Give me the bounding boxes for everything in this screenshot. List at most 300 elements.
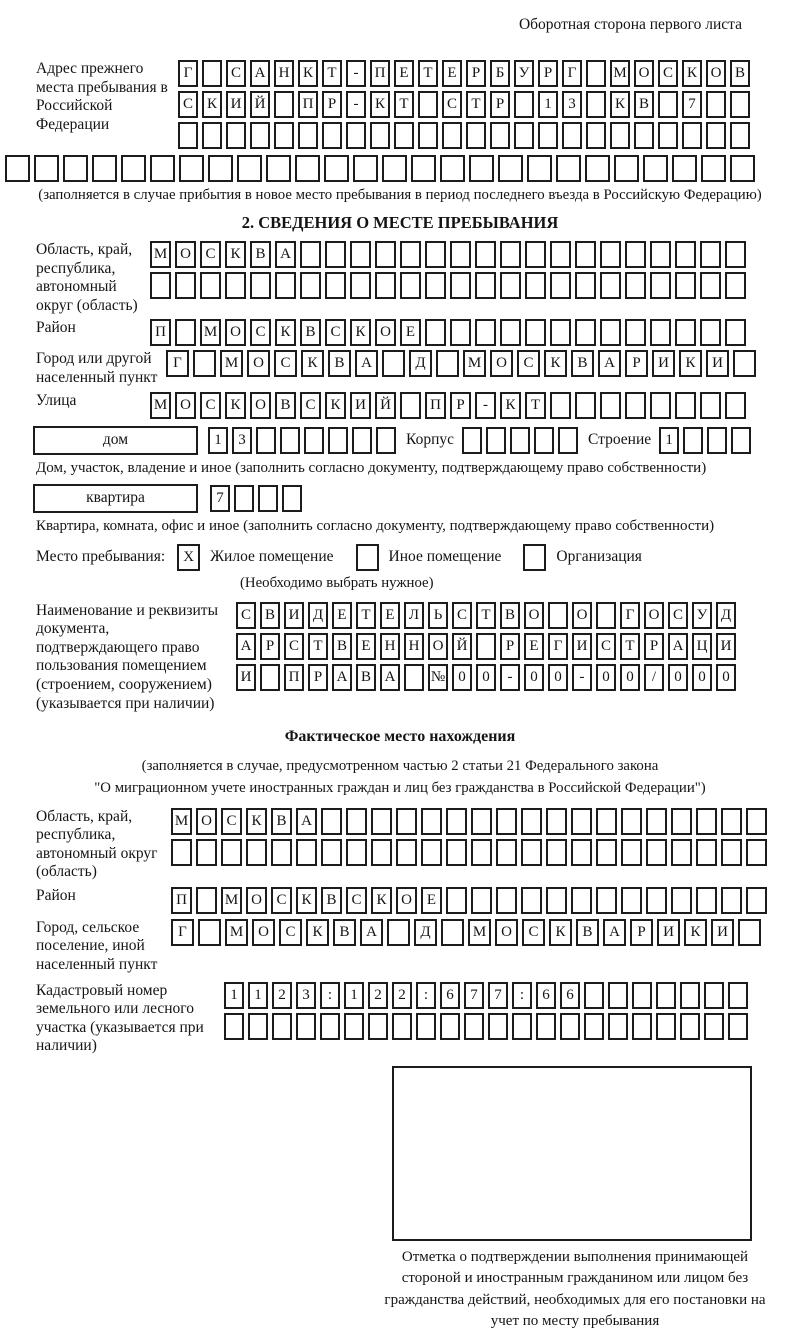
char-cell[interactable] <box>200 272 221 299</box>
char-cell[interactable]: М <box>610 60 630 87</box>
char-cell[interactable] <box>721 839 742 866</box>
char-cell[interactable]: Н <box>274 60 294 87</box>
char-cell[interactable] <box>193 350 216 377</box>
char-cell[interactable]: И <box>706 350 729 377</box>
char-cell[interactable]: И <box>350 392 371 419</box>
char-cell[interactable]: Ц <box>692 633 712 660</box>
char-cell[interactable]: Т <box>620 633 640 660</box>
char-cell[interactable] <box>421 808 442 835</box>
char-cell[interactable] <box>418 91 438 118</box>
char-cell[interactable] <box>600 392 621 419</box>
char-cell[interactable]: Т <box>322 60 342 87</box>
char-cell[interactable] <box>596 602 616 629</box>
char-cell[interactable] <box>608 1013 628 1040</box>
char-cell[interactable] <box>707 427 727 454</box>
char-cell[interactable] <box>700 392 721 419</box>
char-cell[interactable] <box>208 155 233 182</box>
char-cell[interactable] <box>325 272 346 299</box>
char-cell[interactable] <box>498 155 523 182</box>
char-cell[interactable]: Д <box>308 602 328 629</box>
char-cell[interactable]: Т <box>418 60 438 87</box>
char-cell[interactable]: А <box>598 350 621 377</box>
char-cell[interactable] <box>643 155 668 182</box>
char-cell[interactable] <box>280 427 300 454</box>
char-cell[interactable] <box>696 839 717 866</box>
char-cell[interactable] <box>525 319 546 346</box>
char-cell[interactable] <box>550 272 571 299</box>
char-cell[interactable]: М <box>225 919 248 946</box>
char-cell[interactable] <box>680 982 700 1009</box>
char-cell[interactable] <box>671 808 692 835</box>
char-cell[interactable] <box>400 241 421 268</box>
char-cell[interactable]: 6 <box>536 982 556 1009</box>
char-cell[interactable] <box>469 155 494 182</box>
char-cell[interactable] <box>680 1013 700 1040</box>
char-cell[interactable] <box>418 122 438 149</box>
char-cell[interactable]: Т <box>476 602 496 629</box>
char-cell[interactable]: С <box>200 241 221 268</box>
char-cell[interactable]: О <box>572 602 592 629</box>
char-cell[interactable]: И <box>711 919 734 946</box>
char-cell[interactable] <box>546 839 567 866</box>
char-cell[interactable] <box>650 392 671 419</box>
char-cell[interactable] <box>728 1013 748 1040</box>
char-cell[interactable] <box>282 485 302 512</box>
char-cell[interactable]: С <box>442 91 462 118</box>
char-cell[interactable] <box>171 839 192 866</box>
char-cell[interactable]: А <box>380 664 400 691</box>
char-cell[interactable] <box>296 839 317 866</box>
char-cell[interactable] <box>396 839 417 866</box>
char-cell[interactable]: 0 <box>716 664 736 691</box>
char-cell[interactable] <box>274 122 294 149</box>
char-cell[interactable]: В <box>332 633 352 660</box>
char-cell[interactable]: И <box>226 91 246 118</box>
char-cell[interactable]: К <box>370 91 390 118</box>
char-cell[interactable]: Ь <box>428 602 448 629</box>
char-cell[interactable] <box>226 122 246 149</box>
char-cell[interactable] <box>571 887 592 914</box>
char-cell[interactable] <box>260 664 280 691</box>
char-cell[interactable]: Г <box>620 602 640 629</box>
char-cell[interactable] <box>442 122 462 149</box>
char-cell[interactable]: Т <box>308 633 328 660</box>
char-cell[interactable] <box>490 122 510 149</box>
char-cell[interactable]: С <box>346 887 367 914</box>
char-cell[interactable]: С <box>236 602 256 629</box>
char-cell[interactable] <box>656 982 676 1009</box>
char-cell[interactable]: О <box>490 350 513 377</box>
char-cell[interactable] <box>370 122 390 149</box>
char-cell[interactable]: В <box>571 350 594 377</box>
char-cell[interactable] <box>237 155 262 182</box>
char-cell[interactable]: С <box>271 887 292 914</box>
char-cell[interactable] <box>575 392 596 419</box>
char-cell[interactable] <box>353 155 378 182</box>
char-cell[interactable] <box>646 887 667 914</box>
char-cell[interactable] <box>496 839 517 866</box>
char-cell[interactable]: Р <box>644 633 664 660</box>
char-cell[interactable] <box>621 839 642 866</box>
char-cell[interactable]: И <box>716 633 736 660</box>
char-cell[interactable] <box>5 155 30 182</box>
char-cell[interactable] <box>560 1013 580 1040</box>
char-cell[interactable]: П <box>425 392 446 419</box>
char-cell[interactable] <box>441 919 464 946</box>
char-cell[interactable] <box>275 272 296 299</box>
char-cell[interactable] <box>521 839 542 866</box>
char-cell[interactable]: М <box>171 808 192 835</box>
char-cell[interactable] <box>175 319 196 346</box>
char-cell[interactable]: В <box>300 319 321 346</box>
char-cell[interactable] <box>321 839 342 866</box>
char-cell[interactable] <box>725 241 746 268</box>
char-cell[interactable]: С <box>658 60 678 87</box>
char-cell[interactable]: 7 <box>682 91 702 118</box>
char-cell[interactable] <box>411 155 436 182</box>
char-cell[interactable] <box>234 485 254 512</box>
char-cell[interactable] <box>175 272 196 299</box>
char-cell[interactable] <box>696 808 717 835</box>
char-cell[interactable]: О <box>175 241 196 268</box>
char-cell[interactable]: : <box>512 982 532 1009</box>
char-cell[interactable] <box>706 91 726 118</box>
char-cell[interactable] <box>521 808 542 835</box>
char-cell[interactable] <box>450 319 471 346</box>
char-cell[interactable] <box>646 808 667 835</box>
char-cell[interactable] <box>546 887 567 914</box>
char-cell[interactable] <box>646 839 667 866</box>
char-cell[interactable]: 3 <box>562 91 582 118</box>
char-cell[interactable] <box>450 272 471 299</box>
char-cell[interactable] <box>682 122 702 149</box>
char-cell[interactable] <box>600 272 621 299</box>
char-cell[interactable] <box>346 839 367 866</box>
char-cell[interactable] <box>246 839 267 866</box>
char-cell[interactable]: К <box>301 350 324 377</box>
char-cell[interactable]: Н <box>404 633 424 660</box>
char-cell[interactable]: С <box>279 919 302 946</box>
char-cell[interactable]: П <box>150 319 171 346</box>
char-cell[interactable] <box>525 272 546 299</box>
char-cell[interactable] <box>486 427 506 454</box>
char-cell[interactable] <box>584 982 604 1009</box>
char-cell[interactable]: В <box>328 350 351 377</box>
char-cell[interactable] <box>371 808 392 835</box>
char-cell[interactable]: Й <box>452 633 472 660</box>
char-cell[interactable] <box>295 155 320 182</box>
char-cell[interactable]: С <box>221 808 242 835</box>
char-cell[interactable] <box>571 839 592 866</box>
char-cell[interactable]: Н <box>380 633 400 660</box>
char-cell[interactable] <box>746 808 767 835</box>
char-cell[interactable]: М <box>463 350 486 377</box>
char-cell[interactable] <box>121 155 146 182</box>
char-cell[interactable] <box>746 839 767 866</box>
char-cell[interactable]: Р <box>260 633 280 660</box>
char-cell[interactable] <box>400 392 421 419</box>
residential-checkbox[interactable]: X <box>177 544 200 571</box>
char-cell[interactable] <box>514 122 534 149</box>
char-cell[interactable]: О <box>644 602 664 629</box>
char-cell[interactable]: К <box>544 350 567 377</box>
char-cell[interactable]: - <box>500 664 520 691</box>
char-cell[interactable]: 0 <box>476 664 496 691</box>
char-cell[interactable] <box>392 1013 412 1040</box>
char-cell[interactable]: С <box>250 319 271 346</box>
char-cell[interactable] <box>475 241 496 268</box>
char-cell[interactable] <box>556 155 581 182</box>
char-cell[interactable] <box>352 427 372 454</box>
char-cell[interactable]: А <box>332 664 352 691</box>
char-cell[interactable] <box>471 839 492 866</box>
char-cell[interactable] <box>683 427 703 454</box>
char-cell[interactable] <box>446 839 467 866</box>
char-cell[interactable] <box>658 122 678 149</box>
char-cell[interactable] <box>586 60 606 87</box>
char-cell[interactable]: В <box>634 91 654 118</box>
char-cell[interactable]: В <box>500 602 520 629</box>
char-cell[interactable]: М <box>200 319 221 346</box>
char-cell[interactable] <box>614 155 639 182</box>
char-cell[interactable] <box>675 392 696 419</box>
char-cell[interactable]: О <box>375 319 396 346</box>
char-cell[interactable] <box>527 155 552 182</box>
char-cell[interactable] <box>706 122 726 149</box>
char-cell[interactable] <box>600 319 621 346</box>
char-cell[interactable] <box>198 919 221 946</box>
char-cell[interactable]: 0 <box>524 664 544 691</box>
char-cell[interactable] <box>375 241 396 268</box>
char-cell[interactable] <box>510 427 530 454</box>
char-cell[interactable] <box>178 122 198 149</box>
char-cell[interactable]: М <box>221 887 242 914</box>
char-cell[interactable] <box>700 319 721 346</box>
char-cell[interactable] <box>248 1013 268 1040</box>
char-cell[interactable] <box>350 241 371 268</box>
char-cell[interactable]: О <box>225 319 246 346</box>
char-cell[interactable]: К <box>500 392 521 419</box>
char-cell[interactable]: О <box>252 919 275 946</box>
char-cell[interactable] <box>346 122 366 149</box>
char-cell[interactable] <box>221 839 242 866</box>
organization-checkbox[interactable] <box>523 544 546 571</box>
char-cell[interactable] <box>496 887 517 914</box>
char-cell[interactable]: Д <box>414 919 437 946</box>
char-cell[interactable] <box>196 839 217 866</box>
char-cell[interactable] <box>725 392 746 419</box>
char-cell[interactable]: К <box>350 319 371 346</box>
char-cell[interactable]: Д <box>409 350 432 377</box>
char-cell[interactable] <box>625 319 646 346</box>
char-cell[interactable]: К <box>679 350 702 377</box>
char-cell[interactable]: - <box>572 664 592 691</box>
char-cell[interactable] <box>538 122 558 149</box>
other-premises-checkbox[interactable] <box>356 544 379 571</box>
char-cell[interactable] <box>404 664 424 691</box>
char-cell[interactable]: П <box>284 664 304 691</box>
char-cell[interactable]: - <box>346 60 366 87</box>
char-cell[interactable] <box>440 155 465 182</box>
char-cell[interactable]: С <box>452 602 472 629</box>
char-cell[interactable] <box>656 1013 676 1040</box>
char-cell[interactable] <box>733 350 756 377</box>
char-cell[interactable] <box>585 155 610 182</box>
char-cell[interactable]: И <box>284 602 304 629</box>
char-cell[interactable]: 0 <box>548 664 568 691</box>
char-cell[interactable] <box>558 427 578 454</box>
char-cell[interactable]: О <box>175 392 196 419</box>
char-cell[interactable]: С <box>274 350 297 377</box>
char-cell[interactable] <box>500 319 521 346</box>
char-cell[interactable] <box>596 839 617 866</box>
char-cell[interactable]: Д <box>716 602 736 629</box>
char-cell[interactable] <box>225 272 246 299</box>
char-cell[interactable] <box>632 982 652 1009</box>
char-cell[interactable]: Е <box>400 319 421 346</box>
char-cell[interactable]: О <box>250 392 271 419</box>
char-cell[interactable] <box>34 155 59 182</box>
char-cell[interactable] <box>575 319 596 346</box>
char-cell[interactable]: А <box>668 633 688 660</box>
char-cell[interactable]: К <box>325 392 346 419</box>
char-cell[interactable] <box>376 427 396 454</box>
char-cell[interactable] <box>475 272 496 299</box>
char-cell[interactable] <box>625 241 646 268</box>
char-cell[interactable] <box>471 808 492 835</box>
char-cell[interactable] <box>548 602 568 629</box>
char-cell[interactable]: С <box>178 91 198 118</box>
char-cell[interactable]: Й <box>375 392 396 419</box>
char-cell[interactable] <box>382 155 407 182</box>
char-cell[interactable]: 1 <box>224 982 244 1009</box>
char-cell[interactable] <box>425 319 446 346</box>
char-cell[interactable] <box>196 887 217 914</box>
char-cell[interactable]: П <box>298 91 318 118</box>
char-cell[interactable]: А <box>355 350 378 377</box>
char-cell[interactable]: 0 <box>452 664 472 691</box>
char-cell[interactable] <box>300 272 321 299</box>
char-cell[interactable] <box>621 887 642 914</box>
char-cell[interactable]: И <box>657 919 680 946</box>
char-cell[interactable]: К <box>296 887 317 914</box>
char-cell[interactable]: С <box>200 392 221 419</box>
char-cell[interactable] <box>550 392 571 419</box>
char-cell[interactable]: В <box>275 392 296 419</box>
char-cell[interactable] <box>396 808 417 835</box>
char-cell[interactable] <box>721 887 742 914</box>
char-cell[interactable] <box>446 808 467 835</box>
char-cell[interactable] <box>371 839 392 866</box>
char-cell[interactable]: - <box>475 392 496 419</box>
char-cell[interactable]: Е <box>356 633 376 660</box>
char-cell[interactable]: 0 <box>692 664 712 691</box>
char-cell[interactable] <box>450 241 471 268</box>
char-cell[interactable] <box>625 272 646 299</box>
char-cell[interactable]: И <box>236 664 256 691</box>
char-cell[interactable] <box>721 808 742 835</box>
char-cell[interactable]: Б <box>490 60 510 87</box>
char-cell[interactable]: 2 <box>272 982 292 1009</box>
char-cell[interactable]: В <box>356 664 376 691</box>
char-cell[interactable]: Р <box>500 633 520 660</box>
char-cell[interactable] <box>496 808 517 835</box>
char-cell[interactable] <box>224 1013 244 1040</box>
char-cell[interactable]: С <box>226 60 246 87</box>
char-cell[interactable]: В <box>250 241 271 268</box>
char-cell[interactable]: Р <box>308 664 328 691</box>
char-cell[interactable] <box>658 91 678 118</box>
char-cell[interactable] <box>368 1013 388 1040</box>
char-cell[interactable] <box>346 808 367 835</box>
char-cell[interactable] <box>730 91 750 118</box>
char-cell[interactable]: С <box>517 350 540 377</box>
char-cell[interactable]: К <box>246 808 267 835</box>
char-cell[interactable] <box>202 122 222 149</box>
char-cell[interactable]: О <box>495 919 518 946</box>
char-cell[interactable] <box>500 272 521 299</box>
char-cell[interactable] <box>466 122 486 149</box>
char-cell[interactable] <box>746 887 767 914</box>
char-cell[interactable]: 3 <box>296 982 316 1009</box>
char-cell[interactable]: М <box>150 392 171 419</box>
char-cell[interactable]: Р <box>450 392 471 419</box>
char-cell[interactable]: 1 <box>248 982 268 1009</box>
char-cell[interactable]: В <box>321 887 342 914</box>
char-cell[interactable]: Е <box>421 887 442 914</box>
char-cell[interactable]: Г <box>178 60 198 87</box>
char-cell[interactable]: В <box>576 919 599 946</box>
char-cell[interactable]: В <box>730 60 750 87</box>
char-cell[interactable]: 7 <box>210 485 230 512</box>
char-cell[interactable] <box>325 241 346 268</box>
char-cell[interactable] <box>436 350 459 377</box>
char-cell[interactable]: Е <box>442 60 462 87</box>
char-cell[interactable]: А <box>603 919 626 946</box>
char-cell[interactable] <box>675 241 696 268</box>
char-cell[interactable]: Й <box>250 91 270 118</box>
char-cell[interactable] <box>534 427 554 454</box>
char-cell[interactable]: О <box>524 602 544 629</box>
char-cell[interactable] <box>608 982 628 1009</box>
char-cell[interactable] <box>700 241 721 268</box>
char-cell[interactable] <box>320 1013 340 1040</box>
char-cell[interactable]: О <box>706 60 726 87</box>
char-cell[interactable]: Л <box>404 602 424 629</box>
char-cell[interactable]: П <box>370 60 390 87</box>
char-cell[interactable]: Е <box>380 602 400 629</box>
char-cell[interactable]: А <box>236 633 256 660</box>
char-cell[interactable]: Г <box>166 350 189 377</box>
char-cell[interactable] <box>475 319 496 346</box>
char-cell[interactable] <box>394 122 414 149</box>
char-cell[interactable] <box>296 1013 316 1040</box>
char-cell[interactable]: Т <box>466 91 486 118</box>
char-cell[interactable] <box>382 350 405 377</box>
char-cell[interactable]: / <box>644 664 664 691</box>
char-cell[interactable] <box>731 427 751 454</box>
char-cell[interactable] <box>421 839 442 866</box>
char-cell[interactable]: А <box>360 919 383 946</box>
char-cell[interactable]: О <box>396 887 417 914</box>
char-cell[interactable] <box>728 982 748 1009</box>
char-cell[interactable]: Т <box>356 602 376 629</box>
char-cell[interactable] <box>586 122 606 149</box>
char-cell[interactable] <box>425 241 446 268</box>
char-cell[interactable]: У <box>514 60 534 87</box>
char-cell[interactable] <box>512 1013 532 1040</box>
char-cell[interactable] <box>696 887 717 914</box>
